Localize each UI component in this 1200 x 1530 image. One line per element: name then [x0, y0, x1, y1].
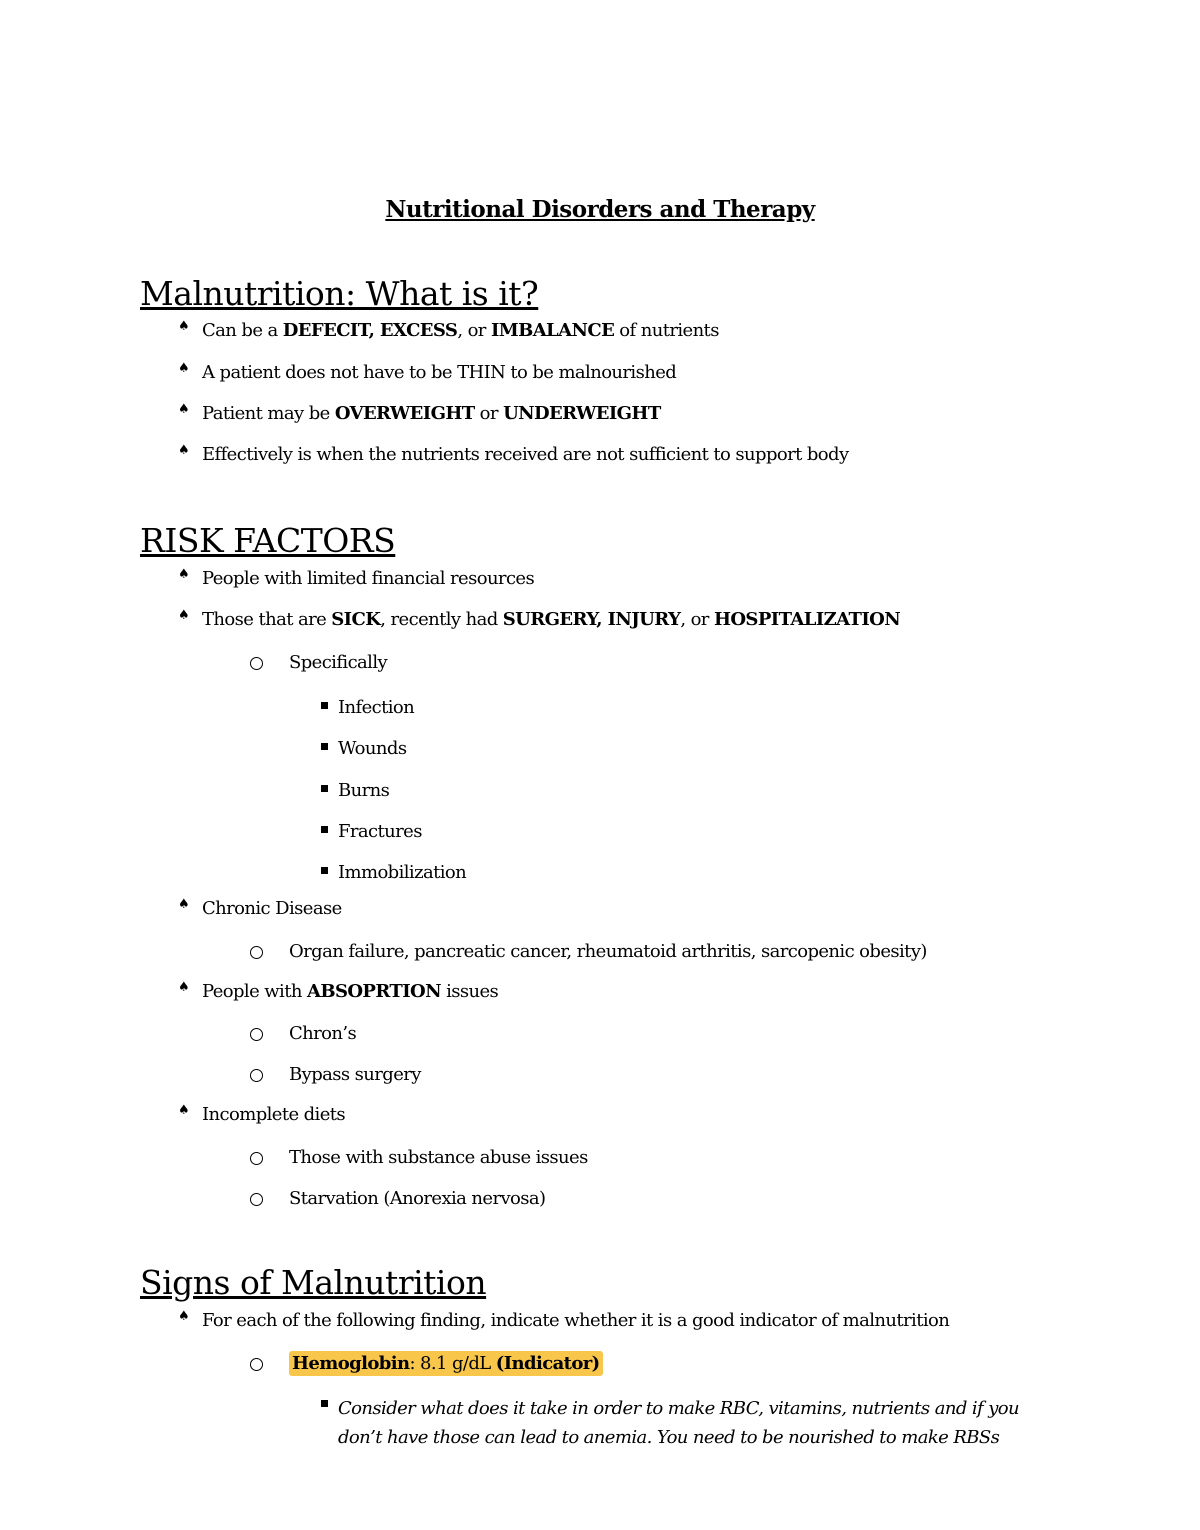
heading-signs-of-malnutrition: Signs of Malnutrition: [140, 1263, 487, 1302]
bullet-icon: ♠: [178, 608, 190, 623]
square-bullet-icon: [321, 1400, 328, 1407]
list-item: ♠ For each of the following finding, indicate whether it is a good indicator of malnutrition: [202, 1309, 949, 1333]
sub-list-item: Chron’s: [289, 1022, 356, 1046]
circle-bullet-icon: [250, 657, 263, 670]
bullet-icon: ♠: [178, 361, 190, 376]
list-item: ♠ Incomplete diets: [202, 1103, 345, 1127]
note-text: Consider what does it take in order to make RBC, vitamins, nutrients and if you don’t have those can lead to anemia. You need to be nourished to make RBSs: [338, 1398, 1020, 1448]
list-item: ♠ People with limited financial resources: [202, 567, 534, 591]
sub-list-item: Bypass surgery: [289, 1063, 421, 1087]
square-bullet-icon: [321, 743, 328, 750]
list-item: ♠ A patient does not have to be THIN to be malnourished: [202, 361, 676, 385]
square-bullet-icon: [321, 867, 328, 874]
list-item: ♠ People with ABSOPRTION issues: [202, 980, 498, 1004]
bullet-icon: ♠: [178, 897, 190, 912]
sub-sub-list-item: Fractures: [338, 820, 422, 844]
bullet-icon: ♠: [178, 1309, 190, 1324]
sub-list-item: Specifically: [289, 651, 387, 675]
highlighted-finding: Hemoglobin: 8.1 g/dL (Indicator): [289, 1351, 603, 1376]
sub-sub-list-item: Infection: [338, 696, 414, 720]
sub-sub-list-item: Wounds: [338, 737, 406, 761]
sub-list-item: [289, 1352, 603, 1376]
sub-sub-list-item: Immobilization: [338, 861, 466, 885]
list-item: ♠ Patient may be OVERWEIGHT or UNDERWEIGHT: [202, 402, 661, 426]
list-item: ♠ Chronic Disease: [202, 897, 342, 921]
square-bullet-icon: [321, 702, 328, 709]
list-item: ♠ Effectively is when the nutrients received are not sufficient to support body: [202, 443, 849, 467]
document-title: Nutritional Disorders and Therapy: [385, 196, 815, 223]
circle-bullet-icon: [250, 1152, 263, 1165]
heading-malnutrition: Malnutrition: What is it?: [140, 274, 539, 313]
bullet-icon: ♠: [178, 319, 190, 334]
bullet-icon: ♠: [178, 402, 190, 417]
circle-bullet-icon: [250, 946, 263, 959]
square-bullet-icon: [321, 826, 328, 833]
circle-bullet-icon: [250, 1069, 263, 1082]
sub-list-item: Those with substance abuse issues: [289, 1146, 588, 1170]
sub-sub-list-item: Burns: [338, 779, 389, 803]
sub-sub-list-item: [338, 1394, 1038, 1452]
sub-list-item: Starvation (Anorexia nervosa): [289, 1187, 545, 1211]
heading-risk-factors: RISK FACTORS: [140, 521, 396, 560]
bullet-icon: ♠: [178, 443, 190, 458]
list-item: ♠ Those that are SICK, recently had SURGERY, INJURY, or HOSPITALIZATION: [202, 608, 900, 632]
circle-bullet-icon: [250, 1193, 263, 1206]
bullet-icon: ♠: [178, 567, 190, 582]
bullet-icon: ♠: [178, 980, 190, 995]
sub-list-item: Organ failure, pancreatic cancer, rheumatoid arthritis, sarcopenic obesity): [289, 940, 927, 964]
square-bullet-icon: [321, 785, 328, 792]
circle-bullet-icon: [250, 1028, 263, 1041]
list-item: ♠ Can be a DEFECIT, EXCESS, or IMBALANCE of nutrients: [202, 319, 719, 343]
bullet-icon: ♠: [178, 1103, 190, 1118]
circle-bullet-icon: [250, 1358, 263, 1371]
